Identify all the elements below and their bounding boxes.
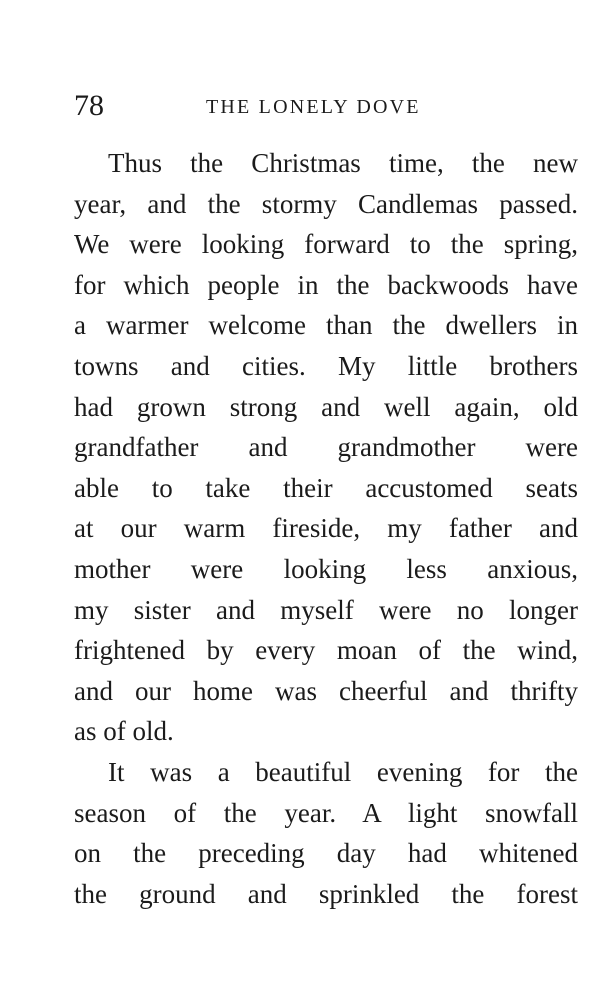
- paragraph-1: [74, 143, 578, 752]
- text-line: my sister and myself were no longer: [74, 594, 578, 625]
- text-line: year, and the stormy Candlemas passed.: [74, 188, 578, 219]
- text-line: We were looking forward to the spring,: [74, 229, 578, 260]
- text-line: and our home was cheerful and thrifty: [74, 675, 578, 706]
- running-head: THE LONELY DOVE: [206, 96, 421, 118]
- text-line: grandfather and grandmother were: [74, 432, 578, 463]
- text-line: towns and cities. My little brothers: [74, 350, 578, 381]
- text-line: able to take their accustomed seats: [74, 472, 578, 503]
- text-line: as of old.: [74, 716, 174, 747]
- text-line: Thus the Christmas time, the new: [108, 148, 578, 178]
- text-line: a warmer welcome than the dwellers in: [74, 310, 578, 341]
- text-line: for which people in the backwoods have: [74, 269, 578, 300]
- text-line: the ground and sprinkled the forest: [74, 878, 578, 909]
- text-line: on the preceding day had whitened: [74, 838, 578, 869]
- text-line: at our warm fireside, my father and: [74, 513, 578, 544]
- body-text: [74, 143, 578, 914]
- page-header: [74, 86, 578, 126]
- page-number: 78: [74, 89, 104, 122]
- text-line: had grown strong and well again, old: [74, 391, 578, 422]
- text-line: It was a beautiful evening for the: [108, 756, 578, 787]
- paragraph-2: [74, 752, 578, 914]
- text-line: frightened by every moan of the wind,: [74, 635, 578, 666]
- text-line: season of the year. A light snowfall: [74, 797, 578, 828]
- text-line: mother were looking less anxious,: [74, 553, 578, 584]
